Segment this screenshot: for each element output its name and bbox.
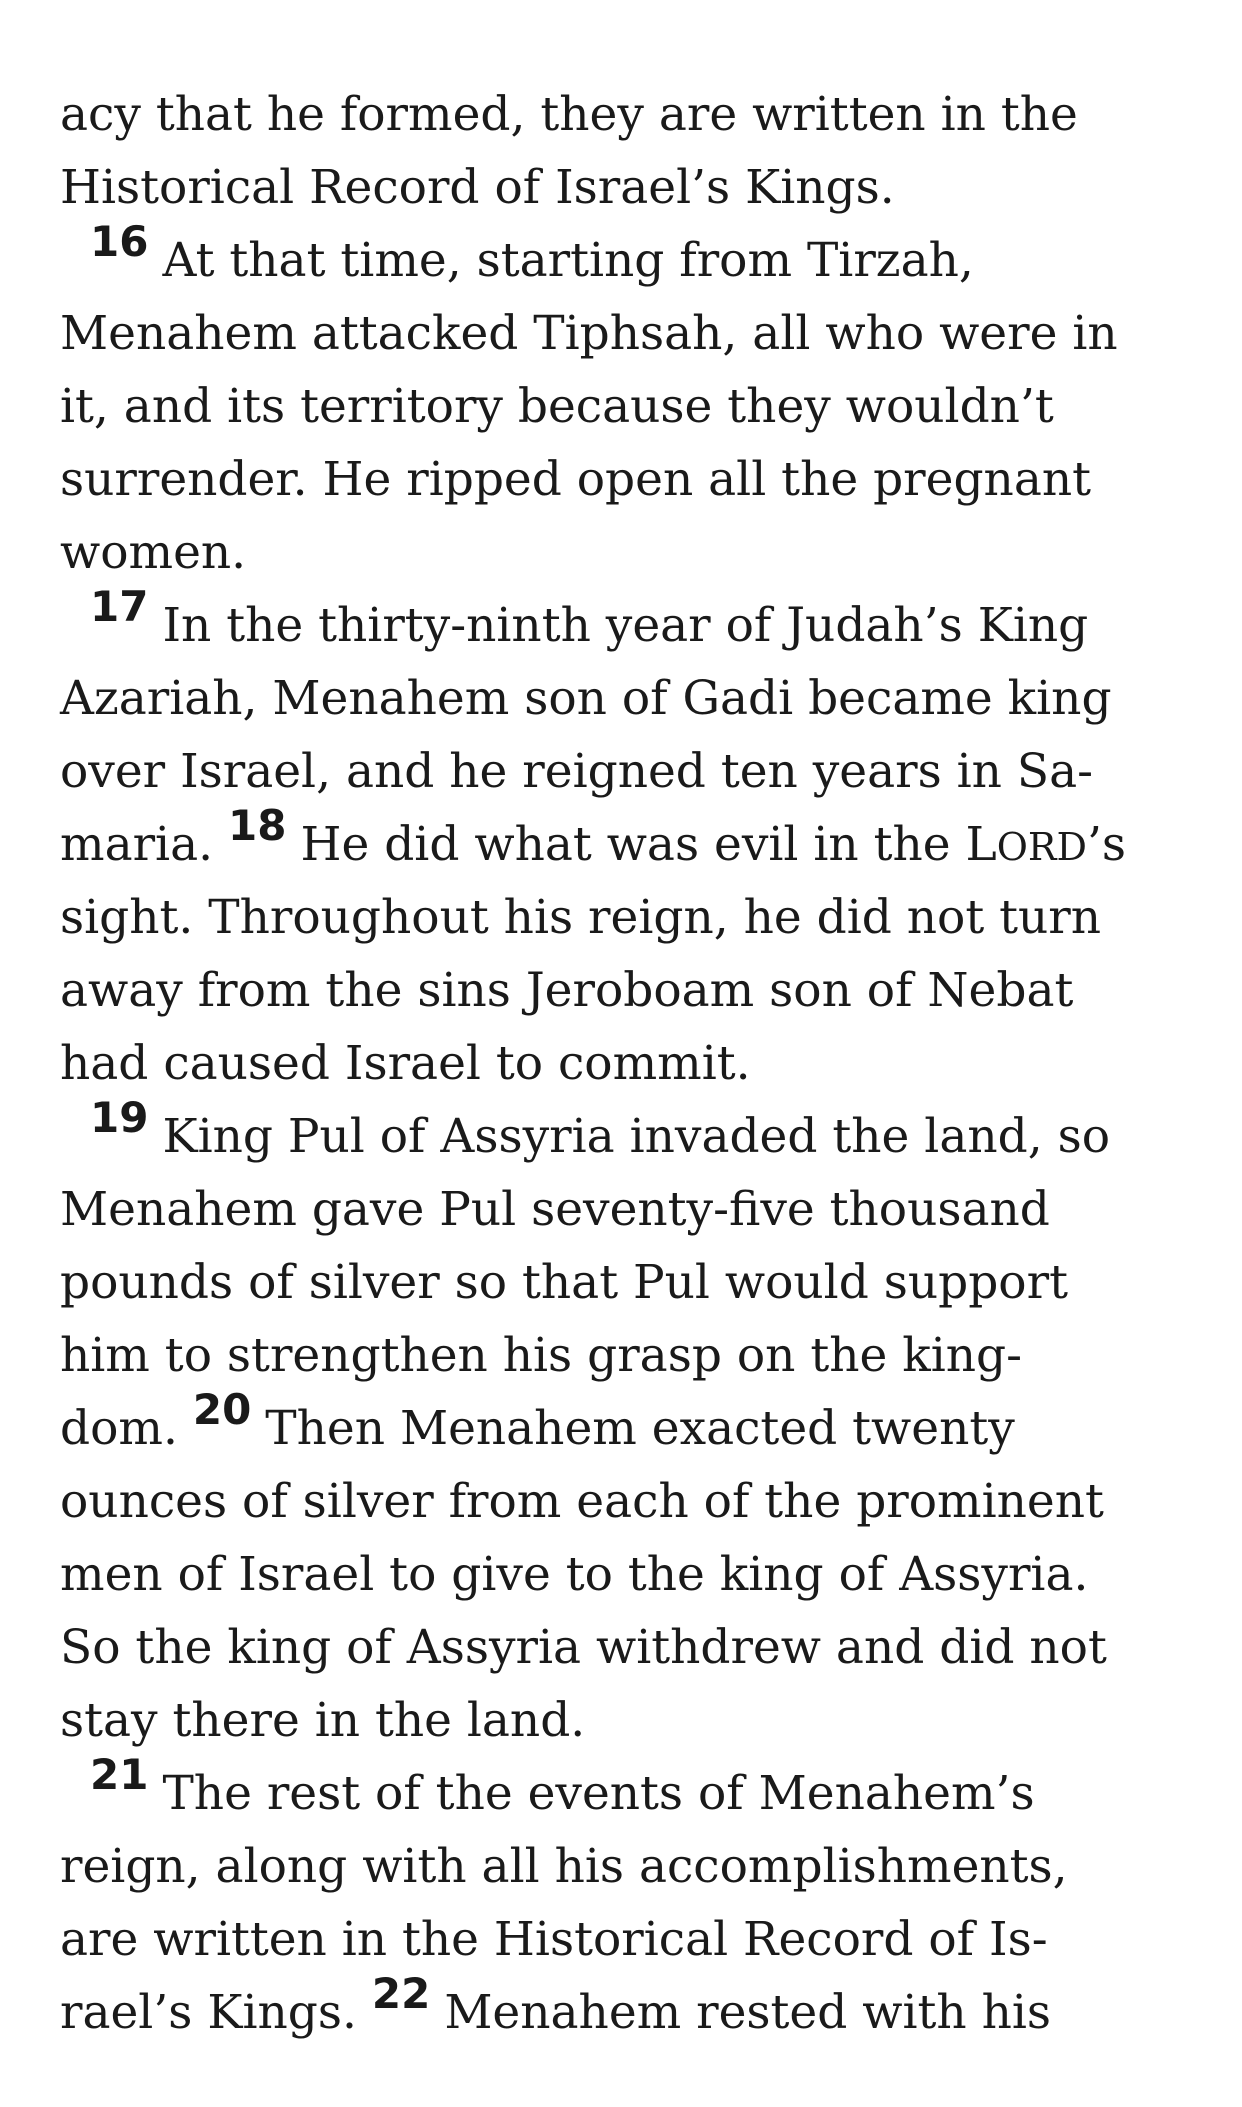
text-line: had caused Israel to commit. <box>60 1036 751 1091</box>
verse-text: ’s <box>1086 817 1127 872</box>
verse-16 <box>60 217 1190 297</box>
verse-text: The rest of the events of Menahem’s <box>162 1766 1035 1821</box>
text-line <box>60 801 1190 881</box>
verse-number: 16 <box>90 217 149 266</box>
text-line: are written in the Historical Record of Is- <box>60 1912 1048 1967</box>
verse-text: Menahem rested with his <box>444 1985 1052 2040</box>
text-line: Historical Record of Israel’s Kings. <box>60 160 895 215</box>
text-line: acy that he formed, they are written in the <box>60 87 1078 142</box>
text-line: So the king of Assyria withdrew and did not <box>60 1620 1107 1675</box>
text-line: reign, along with all his accomplishments, <box>60 1839 1068 1894</box>
text-line: sight. Throughout his reign, he did not turn <box>60 890 1102 945</box>
verse-number: 17 <box>90 582 149 631</box>
verse-text: In the thirty-ninth year of Judah’s King <box>162 598 1089 653</box>
verse-19 <box>60 1093 1190 1173</box>
text-line: pounds of silver so that Pul would support <box>60 1255 1068 1310</box>
text-line: men of Israel to give to the king of Assyria. <box>60 1547 1089 1602</box>
verse-text: maria. <box>60 817 214 872</box>
text-line: women. <box>60 525 247 580</box>
verse-text: At that time, starting from Tirzah, <box>162 233 974 288</box>
verse-text: dom. <box>60 1401 178 1456</box>
text-line <box>60 1969 1190 2049</box>
verse-number: 21 <box>90 1750 149 1799</box>
small-caps-lord: ORD <box>996 825 1087 869</box>
text-line <box>60 1385 1190 1465</box>
text-line: away from the sins Jeroboam son of Nebat <box>60 963 1074 1018</box>
text-line: stay there in the land. <box>60 1693 586 1748</box>
verse-number: 19 <box>90 1093 149 1142</box>
verse-number: 22 <box>371 1969 431 2018</box>
verse-text: Then Menahem exacted twenty <box>265 1401 1015 1456</box>
verse-text: King Pul of Assyria invaded the land, so <box>162 1109 1111 1164</box>
text-line: Azariah, Menahem son of Gadi became king <box>60 671 1112 726</box>
text-line: Menahem attacked Tiphsah, all who were in <box>60 306 1118 361</box>
verse-number: 20 <box>192 1385 252 1434</box>
text-line: him to strengthen his grasp on the king- <box>60 1328 1023 1383</box>
verse-text: He did what was evil in the L <box>300 817 997 872</box>
text-line: Menahem gave Pul seventy-five thousand <box>60 1182 1050 1237</box>
reading-page <box>60 78 1190 2049</box>
text-line: over Israel, and he reigned ten years in Sa- <box>60 744 1093 799</box>
text-line: ounces of silver from each of the prominent <box>60 1474 1104 1529</box>
text-line: it, and its territory because they wouldn’t <box>60 379 1054 434</box>
verse-text: rael’s Kings. <box>60 1985 357 2040</box>
verse-21 <box>60 1750 1190 1830</box>
text-line: surrender. He ripped open all the pregnant <box>60 452 1091 507</box>
verse-17 <box>60 582 1190 662</box>
verse-number: 18 <box>228 801 287 850</box>
